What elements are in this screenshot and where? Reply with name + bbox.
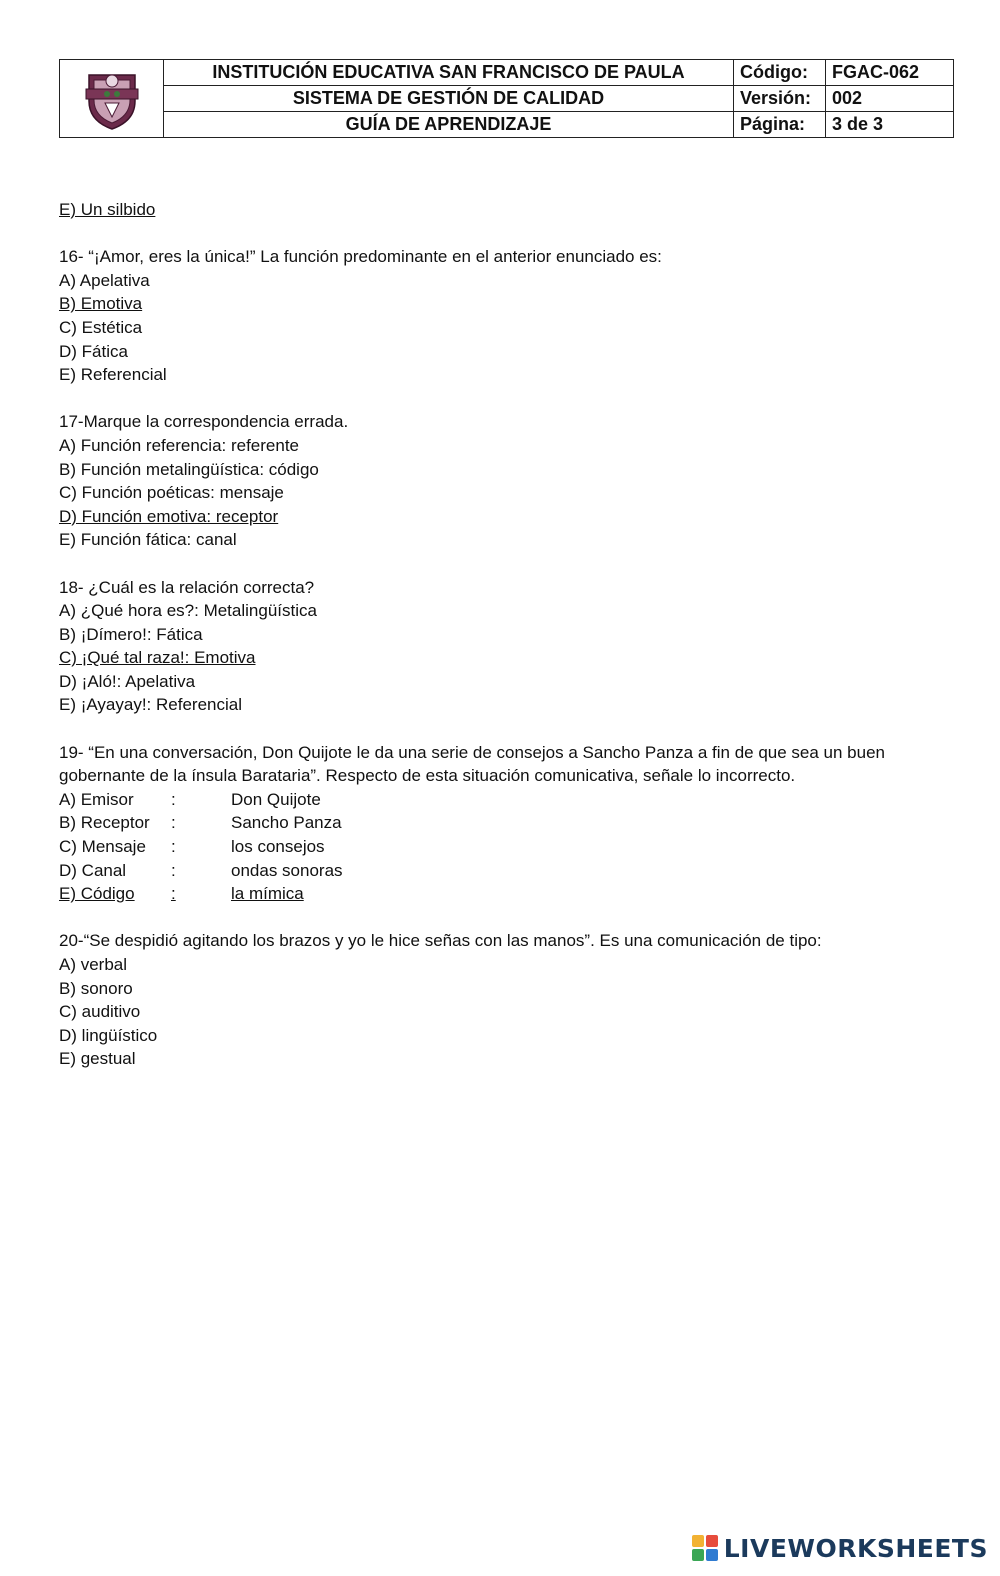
previous-answer-option: E) Un silbido — [59, 200, 156, 219]
page-value: 3 de 3 — [826, 112, 954, 138]
option-label: C) Mensaje — [59, 837, 146, 857]
option-separator: : — [171, 813, 176, 833]
code-value: FGAC-062 — [826, 60, 954, 86]
option-separator: : — [171, 789, 176, 809]
answer-option-selected: D) Función emotiva: receptor — [59, 506, 279, 526]
question-16 — [59, 245, 949, 387]
question-19 — [59, 741, 949, 906]
answer-option: E) gestual — [59, 1049, 136, 1069]
option-separator: : — [171, 837, 176, 857]
option-value: los consejos — [231, 837, 325, 857]
question-text: 19- “En una conversación, Don Quijote le da una serie de consejos a Sancho Panza a fin de que sea un buen gobernante de la ínsula Barataria”. Respecto de esta situación comunicativa, señale lo incorrecto. — [59, 742, 886, 786]
answer-option: A) Apelativa — [59, 270, 150, 290]
answer-option: C) auditivo — [59, 1002, 141, 1022]
question-text: 20-“Se despidió agitando los brazos y yo le hice señas con las manos”. Es una comunicación de tipo: — [59, 931, 822, 951]
code-label: Código: — [734, 60, 826, 86]
answer-option: E) ¡Ayayay!: Referencial — [59, 695, 242, 715]
liveworksheets-brand[interactable] — [692, 1534, 988, 1562]
option-label: D) Canal — [59, 860, 127, 880]
answer-option: D) ¡Aló!: Apelativa — [59, 671, 196, 691]
liveworksheets-logo-icon — [692, 1535, 718, 1561]
answer-option: C) Función poéticas: mensaje — [59, 483, 284, 503]
answer-option — [59, 811, 949, 835]
answer-option: E) Referencial — [59, 365, 167, 385]
answer-option — [59, 835, 949, 859]
answer-option: D) Fática — [59, 341, 128, 361]
school-crest-icon — [83, 67, 141, 131]
option-label: A) Emisor — [59, 789, 134, 809]
answer-option: A) Función referencia: referente — [59, 435, 300, 455]
question-20 — [59, 929, 949, 1071]
answer-option-selected — [59, 882, 949, 906]
institution-name: INSTITUCIÓN EDUCATIVA SAN FRANCISCO DE PAULA — [164, 60, 734, 86]
answer-option: A) verbal — [59, 955, 128, 974]
school-logo-cell — [60, 60, 164, 138]
worksheet-content — [59, 198, 949, 1071]
answer-option: B) sonoro — [59, 978, 133, 998]
question-17 — [59, 410, 949, 552]
brand-name: LIVEWORKSHEETS — [723, 1533, 988, 1563]
answer-option: B) Función metalingüística: código — [59, 459, 319, 479]
document-header — [59, 59, 954, 138]
option-label: E) Código — [59, 884, 135, 904]
option-value: Sancho Panza — [231, 813, 342, 833]
question-text: 16- “¡Amor, eres la única!” La función predominante en el anterior enunciado es: — [59, 247, 662, 267]
answer-option — [59, 788, 949, 812]
page-label: Página: — [734, 112, 826, 138]
answer-option-selected: B) Emotiva — [59, 294, 143, 314]
option-separator: : — [171, 860, 176, 880]
version-value: 002 — [826, 86, 954, 112]
answer-option — [59, 859, 949, 883]
version-label: Versión: — [734, 86, 826, 112]
option-label: B) Receptor — [59, 813, 150, 833]
answer-option: D) lingüístico — [59, 1025, 158, 1045]
answer-option: A) ¿Qué hora es?: Metalingüística — [59, 601, 317, 621]
question-text: 18- ¿Cuál es la relación correcta? — [59, 577, 315, 597]
option-separator: : — [171, 884, 176, 904]
answer-option: E) Función fática: canal — [59, 530, 237, 550]
question-18 — [59, 576, 949, 718]
option-value: ondas sonoras — [231, 860, 343, 880]
quality-system-title: SISTEMA DE GESTIÓN DE CALIDAD — [164, 86, 734, 112]
answer-option: C) Estética — [59, 317, 143, 337]
question-text: 17-Marque la correspondencia errada. — [59, 412, 349, 432]
option-value: Don Quijote — [231, 789, 321, 809]
answer-option: B) ¡Dímero!: Fática — [59, 624, 203, 644]
option-value: la mímica — [231, 884, 304, 904]
answer-option-selected: C) ¡Qué tal raza!: Emotiva — [59, 648, 256, 668]
guide-title: GUÍA DE APRENDIZAJE — [164, 112, 734, 138]
